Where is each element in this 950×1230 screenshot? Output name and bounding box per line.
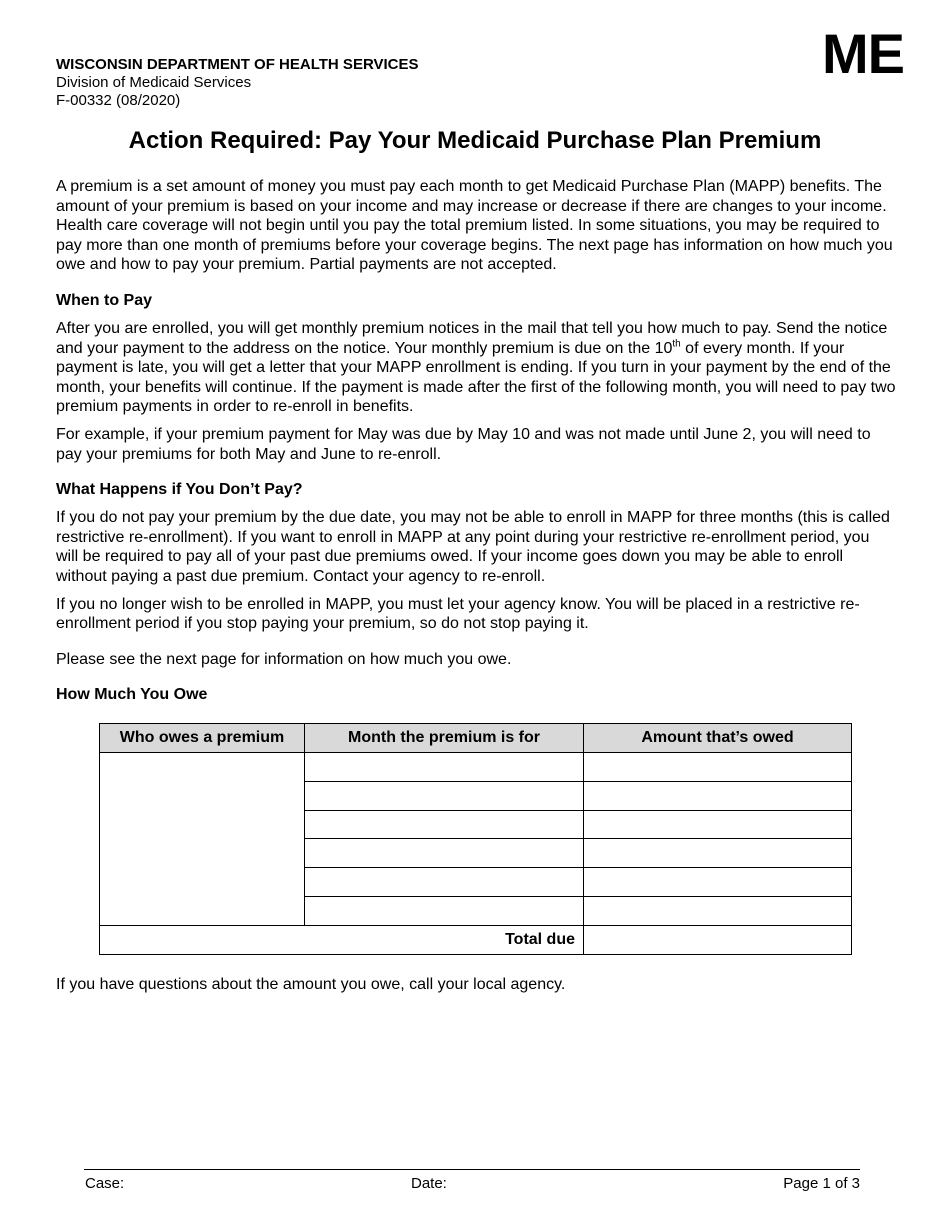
amount-cell [584,897,852,926]
premium-table-wrap [99,723,851,954]
amount-cell [584,781,852,810]
amount-cell [584,868,852,897]
total-due-cell [584,925,852,954]
premium-table [99,723,852,954]
who-owes-cell [100,753,305,926]
month-cell [305,810,584,839]
amount-cell [584,753,852,782]
page-title: Action Required: Pay Your Medicaid Purchase Plan Premium [128,127,822,154]
what-happens-paragraph-2: If you no longer wish to be enrolled in MAPP, you must let your agency know. You will be placed in a restrictive re-enrollment period if you stop paying your premium, so do not stop paying it. [56,595,860,633]
when-to-pay-paragraph-2: For example, if your premium payment for May was due by May 10 and was not made until June 2, you will need to pay your premiums for both May and June to re-enroll. [56,425,871,463]
what-happens-heading: What Happens if You Don’t Pay? [56,481,303,499]
column-header-month: Month the premium is for [305,724,584,753]
form-id: F-00332 (08/2020) [56,92,181,109]
intro-paragraph: A premium is a set amount of money you must pay each month to get Medicaid Purchase Plan (MAPP) benefits. The amount of your premium is based on your income and may increase or decrease if there are changes to your income. Health care coverage will not begin until you pay the total premium listed. In some situations, you may be required to pay more than one month of premiums before your coverage begins. The next page has information on how much you owe and how to pay your premium. Partial payments are not accepted. [56,178,893,274]
footer-divider [84,1169,860,1170]
total-due-label: Total due [100,925,584,954]
when-to-pay-paragraph-1: After you are enrolled, you will get monthly premium notices in the mail that tell you how much to pay. Send the notice and your payment to the address on the notice. Your monthly premium is due on the 10th of every month. If your payment is late, you will get a letter that your MAPP enrollment is ending. If you turn in your payment by the end of the month, your benefits will continue. If the payment is made after the first of the following month, you will need to pay two premium payments in order to re-enroll in benefits. [56,319,896,416]
table-header-row [100,724,852,753]
footer-date-label: Date: [411,1175,447,1192]
month-cell [305,897,584,926]
month-cell [305,868,584,897]
body-content [56,177,896,1002]
division-name: Division of Medicaid Services [56,74,252,91]
form-code: ME [822,22,904,85]
month-cell [305,781,584,810]
column-header-who: Who owes a premium [100,724,305,753]
questions-note: If you have questions about the amount you owe, call your local agency. [56,975,566,993]
header-block [56,56,419,110]
see-next-page-note: Please see the next page for information on how much you owe. [56,650,512,668]
amount-cell [584,839,852,868]
how-much-heading: How Much You Owe [56,686,208,704]
table-row [100,753,852,782]
total-row [100,925,852,954]
footer-page-number: Page 1 of 3 [783,1175,860,1192]
month-cell [305,753,584,782]
amount-cell [584,810,852,839]
month-cell [305,839,584,868]
footer-case-label: Case: [85,1175,125,1192]
column-header-amount: Amount that’s owed [584,724,852,753]
what-happens-paragraph-1: If you do not pay your premium by the due date, you may not be able to enroll in MAPP for three months (this is called restrictive re-enrollment). If you want to enroll in MAPP at any point during your restrictive re-enrollment period, you will be required to pay all of your past due premiums owed. If your income goes down you may be able to enroll without paying a past due premium. Contact your agency to re-enroll. [56,509,890,585]
when-to-pay-heading: When to Pay [56,291,153,309]
department-name: WISCONSIN DEPARTMENT OF HEALTH SERVICES [56,56,419,73]
